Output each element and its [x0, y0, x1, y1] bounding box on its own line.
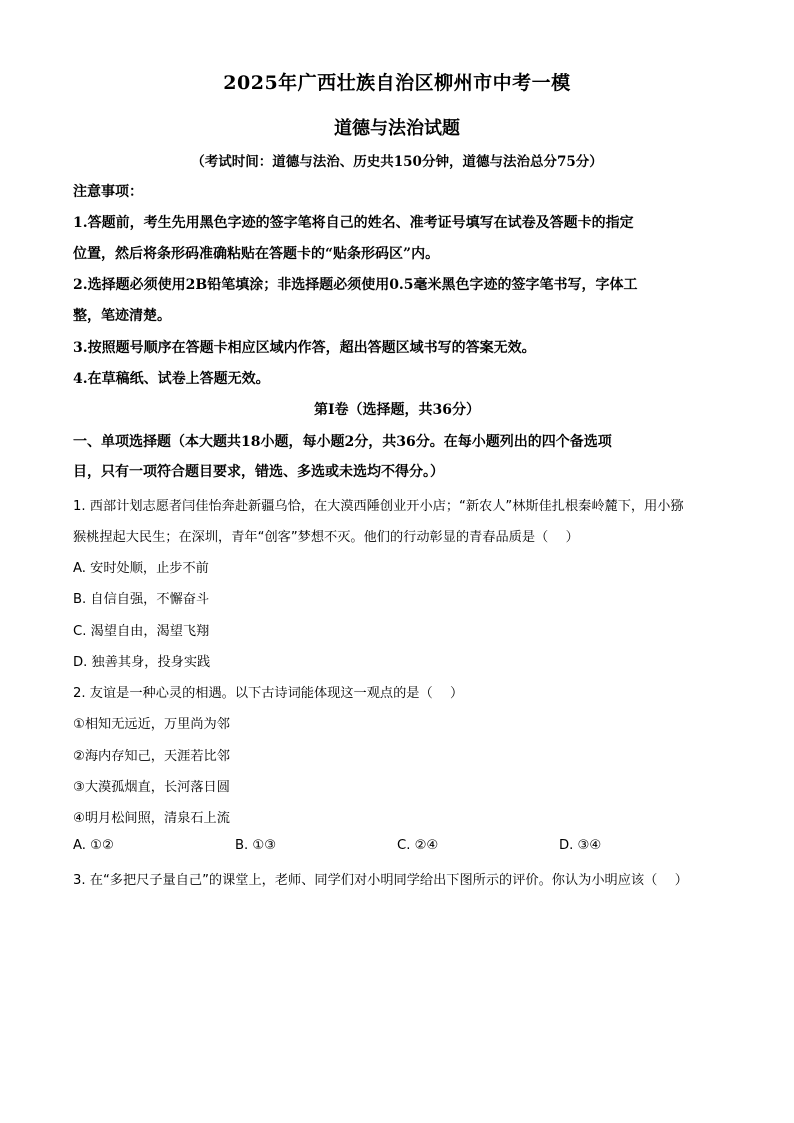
- exam-time-info: （考试时间：道德与法治、历史共150分钟，道德与法治总分75分）: [191, 154, 603, 170]
- q1-option-a: A. 安时处顺，止步不前: [73, 561, 209, 576]
- q2-item: ④明月松间照，清泉石上流: [73, 811, 230, 826]
- page-title: 2025年广西壮族自治区柳州市中考一模: [223, 72, 571, 94]
- notice-line: 3.按照题号顺序在答题卡相应区域内作答，超出答题区域书写的答案无效。: [73, 340, 536, 356]
- q2-option-a: A. ①②: [73, 838, 114, 853]
- section-heading-line: 一、单项选择题（本大题共18小题，每小题2分，共36分。在每小题列出的四个备选项: [73, 434, 612, 450]
- q2-option-c: C. ②④: [397, 838, 439, 853]
- q1-option-b: B. 自信自强，不懈奋斗: [73, 592, 210, 607]
- q3-stem: 3. 在“多把尺子量自己”的课堂上，老师、同学们对小明同学给出下图所示的评价。你认为小明应该（ ）: [73, 873, 688, 888]
- notice-heading: 注意事项：: [73, 184, 143, 200]
- section-title: 第Ⅰ卷（选择题，共36分）: [313, 402, 481, 418]
- page-subtitle: 道德与法治试题: [334, 118, 460, 139]
- q2-option-d: D. ③④: [559, 838, 602, 853]
- q2-item: ①相知无远近，万里尚为邻: [73, 717, 230, 732]
- q1-option-d: D. 独善其身，投身实践: [73, 655, 211, 670]
- section-heading-line: 目，只有一项符合题目要求，错选、多选或未选均不得分。）: [73, 464, 444, 480]
- notice-line: 4.在草稿纸、试卷上答题无效。: [73, 371, 270, 387]
- q2-stem: 2. 友谊是一种心灵的相遇。以下古诗词能体现这一观点的是（ ）: [73, 686, 464, 701]
- q2-item: ②海内存知己，天涯若比邻: [73, 749, 230, 764]
- q2-option-b: B. ①③: [235, 838, 277, 853]
- notice-line: 1.答题前，考生先用黑色字迹的签字笔将自己的姓名、准考证号填写在试卷及答题卡的指定: [73, 215, 634, 231]
- q1-stem-line: 猴桃捏起大民生；在深圳，青年“创客”梦想不灭。他们的行动彰显的青春品质是（ ）: [73, 530, 579, 545]
- notice-line: 2.选择题必须使用2B铅笔填涂；非选择题必须使用0.5毫米黑色字迹的签字笔书写，字体工: [73, 277, 638, 293]
- notice-line: 位置，然后将条形码准确粘贴在答题卡的“贴条形码区”内。: [73, 246, 440, 262]
- q1-stem-line: 1. 西部计划志愿者闫佳怡奔赴新疆乌恰，在大漠西陲创业开小店；“新农人”林斯佳扎根秦岭麓下，用小猕: [73, 499, 684, 514]
- q1-option-c: C. 渴望自由，渴望飞翔: [73, 624, 210, 639]
- notice-line: 整，笔迹清楚。: [73, 308, 171, 324]
- q2-item: ③大漠孤烟直，长河落日圆: [73, 780, 230, 795]
